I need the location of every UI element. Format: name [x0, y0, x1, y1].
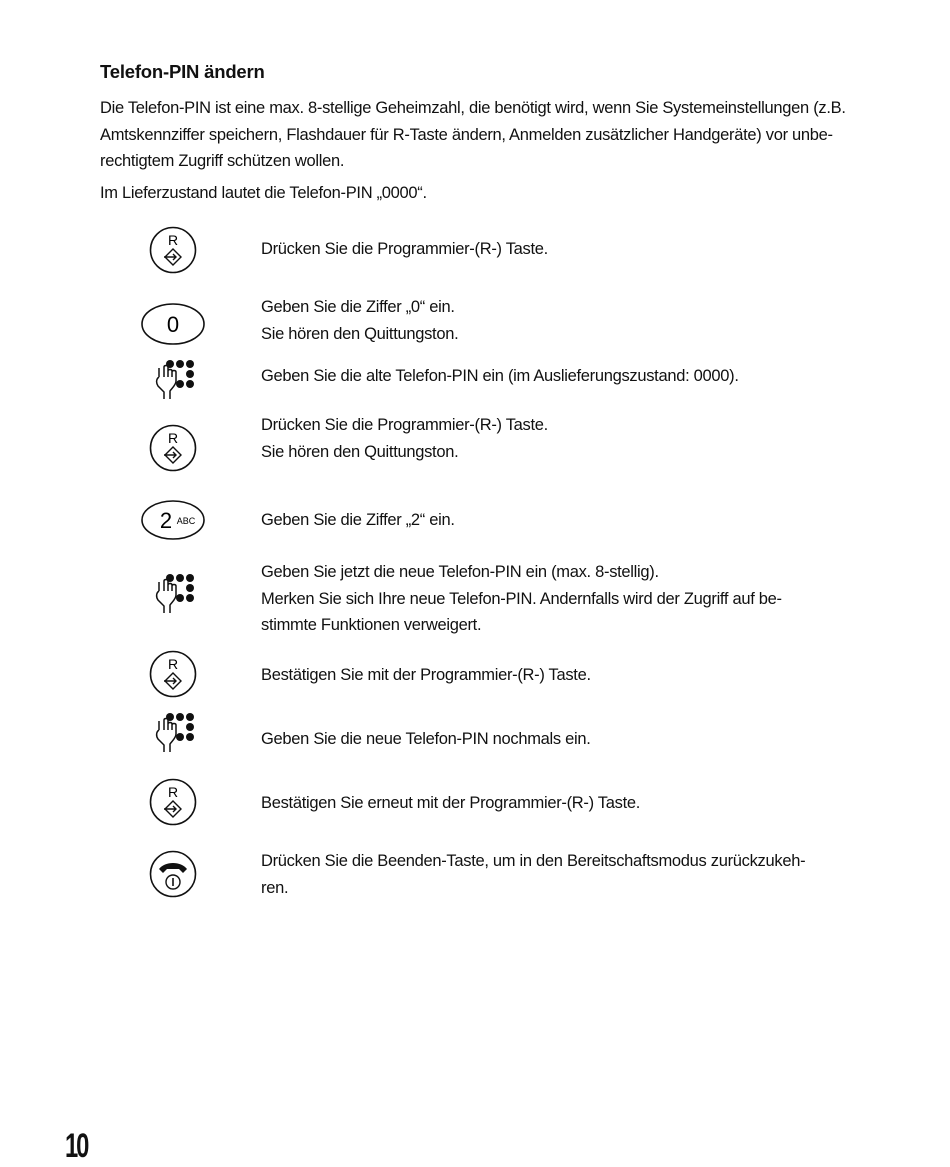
default-pin-note: Im Lieferzustand lautet die Telefon-PIN „0000“.: [100, 184, 427, 202]
zero-key-label: 0: [166, 312, 180, 337]
r-key-icon: [136, 646, 210, 702]
r-key-label: R: [167, 656, 179, 672]
step-text: Drücken Sie die Beenden-Taste, um in den Bereitschaftsmodus zurückzukeh-: [261, 852, 806, 870]
keypad-icon: [136, 565, 210, 623]
step-text: Sie hören den Quittungston.: [261, 324, 459, 343]
r-key-icon: [136, 420, 210, 476]
step-text: Geben Sie die alte Telefon-PIN ein (im Auslieferungszustand: 0000).: [261, 367, 739, 385]
step-text: Geben Sie die Ziffer „2“ ein.: [261, 511, 455, 529]
r-key-label: R: [167, 430, 179, 446]
step-text: Bestätigen Sie erneut mit der Programmier-(R-) Taste.: [261, 794, 641, 812]
step-text: Drücken Sie die Programmier-(R-) Taste.: [261, 416, 548, 434]
page-number: 10: [65, 1127, 88, 1165]
r-key-label: R: [167, 784, 179, 800]
two-key-icon: [136, 496, 210, 544]
two-key-digit: 2: [159, 508, 173, 533]
step-text: Geben Sie die neue Telefon-PIN nochmals ein.: [261, 730, 591, 748]
step-text: Bestätigen Sie mit der Programmier-(R-) Taste.: [261, 666, 591, 684]
r-key-icon: [136, 222, 210, 278]
end-call-icon: [136, 846, 210, 902]
keypad-icon: [136, 708, 210, 758]
step-text: Geben Sie die Ziffer „0“ ein.: [261, 298, 455, 316]
intro-line: Amtskennziffer speichern, Flashdauer für R-Taste ändern, Anmelden zusätzlicher Handgeräte) vor unbe-: [100, 125, 833, 144]
r-key-label: R: [167, 232, 179, 248]
intro-line: rechtigtem Zugriff schützen wollen.: [100, 152, 345, 170]
step-text: Drücken Sie die Programmier-(R-) Taste.: [261, 240, 548, 258]
step-text: Geben Sie jetzt die neue Telefon-PIN ein (max. 8-stellig).: [261, 563, 659, 581]
step-text: Sie hören den Quittungston.: [261, 442, 459, 461]
step-text: Merken Sie sich Ihre neue Telefon-PIN. Andernfalls wird der Zugriff auf be-: [261, 589, 782, 608]
step-text: stimmte Funktionen verweigert.: [261, 616, 482, 634]
keypad-icon: [136, 355, 210, 405]
page-title: Telefon-PIN ändern: [100, 61, 265, 82]
r-key-icon: [136, 774, 210, 830]
zero-key-icon: [136, 294, 210, 350]
step-text: ren.: [261, 878, 289, 897]
intro-paragraph: [100, 95, 915, 175]
intro-line: Die Telefon-PIN ist eine max. 8-stellige Geheimzahl, die benötigt wird, wenn Sie Systemeinstellungen (z.B.: [100, 99, 846, 117]
two-key-letters: ABC: [176, 516, 196, 526]
